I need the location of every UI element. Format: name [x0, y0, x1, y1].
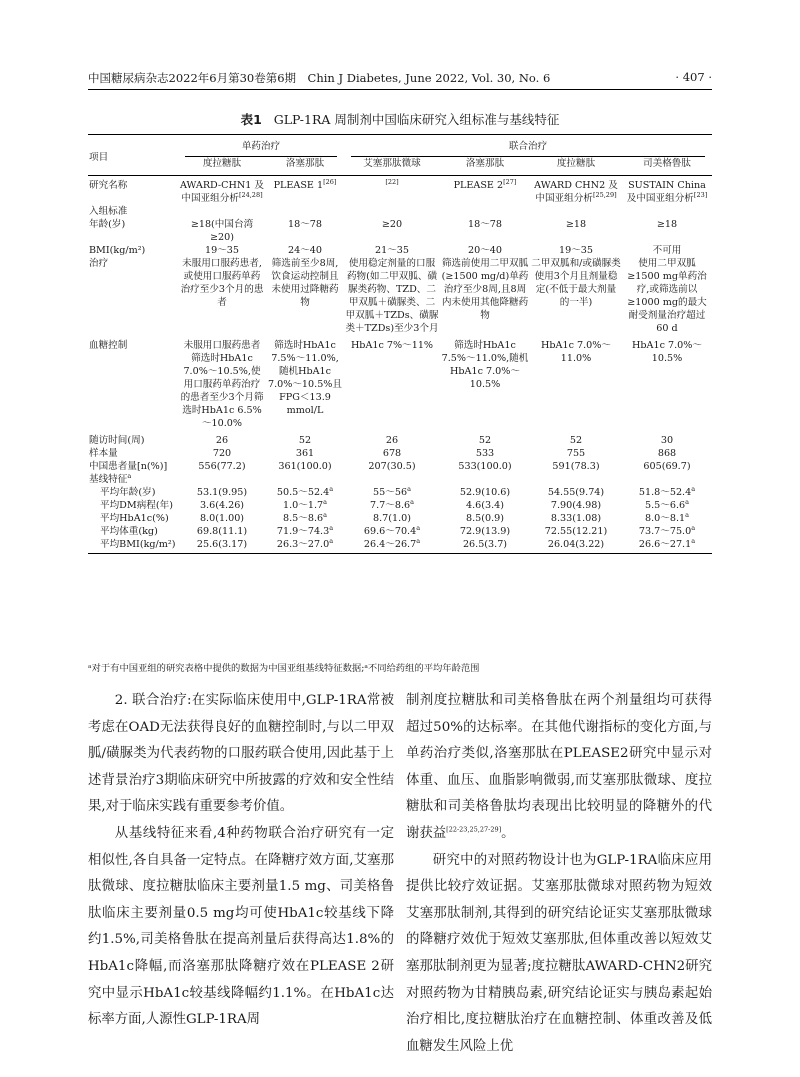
table-cell: 73.7～75.0$^a$ [638, 523, 696, 537]
journal-info: 中国糖尿病杂志2022年6月第30卷第6期 Chin J Diabetes, June 2022, Vol. 30, No. 6 [88, 71, 551, 85]
table-cell: ≥18(中国台湾≥20) [190, 219, 254, 243]
table-cell: 533(100.0) [458, 461, 512, 472]
table-cell: 18～78 [287, 219, 322, 230]
table-cell: 53.1(9.95) [196, 487, 248, 498]
table-cell: 未服用口服药患者筛选时HbA1c 7.0%～10.5%,使用口服药单药治疗的患者至少3个月筛选时HbA1c 6.5%～10.0% [180, 340, 264, 429]
table-row [88, 176, 712, 206]
table-cell: 591(78.3) [552, 461, 600, 472]
table-cell: 3.6(4.26) [199, 500, 245, 511]
table-cell: 筛选时HbA1c 7.5%～11.0%,随机HbA1c 7.0%～10.5%且FPG＜13.9 mmol/L [267, 340, 343, 416]
row-label: 平均年龄(岁) [100, 487, 156, 498]
row-label: 研究名称 [89, 180, 128, 191]
table-label: 表1 [240, 112, 262, 127]
table-cell: 26.6～27.1$^a$ [622, 538, 712, 554]
group-combo: 联合治疗 [351, 140, 705, 157]
table-caption [88, 110, 712, 128]
row-label: 入组标准 [89, 206, 128, 217]
table-row [88, 447, 712, 460]
group-mono: 单药治疗 [185, 140, 337, 157]
table-cell: 20～40 [467, 245, 502, 256]
table-row [88, 499, 712, 512]
table-cell: 51.8～52.4$^a$ [638, 484, 696, 498]
table-cell: 868 [657, 448, 677, 459]
table-cell: 7.7～8.6$^a$ [370, 497, 414, 511]
table-cell: 5.5～6.6$^a$ [645, 497, 689, 511]
table-cell: 71.9～74.3$^a$ [276, 523, 334, 537]
data-table [88, 134, 712, 554]
table-cell: 30 [660, 435, 674, 446]
table-cell: AWARD CHN2 及中国亚组分析[25,29] [534, 180, 618, 204]
table-cell: 26 [385, 435, 399, 446]
body-right-column [406, 688, 712, 1060]
table-cell: 26.4～26.7$^a$ [344, 538, 440, 554]
row-label: 平均体重(kg) [100, 526, 158, 537]
row-label: 基线特征$^a$ [89, 471, 132, 485]
table-row [88, 512, 712, 525]
table-row [88, 525, 712, 538]
table-cell: 720 [212, 448, 232, 459]
table-row [88, 430, 712, 447]
row-label: 随访时间(周) [89, 435, 145, 446]
header-rule [88, 89, 712, 90]
table-cell: 筛选前至少8周,饮食运动控制且未使用过降糖药物 [271, 258, 339, 308]
row-label: 平均BMI(kg/m²) [88, 538, 178, 554]
table-title: GLP-1RA 周制剂中国临床研究入组标准与基线特征 [273, 112, 560, 127]
column-header: 度拉糖肽 [556, 158, 596, 169]
table-cell: HbA1c 7.0%～11.0% [541, 340, 611, 364]
row-label: 平均DM病程(年) [100, 500, 173, 511]
table-cell: [22] [385, 177, 399, 186]
table-cell: 52.9(10.6) [459, 487, 511, 498]
row-label: 平均HbA1c(%) [100, 513, 169, 524]
table-cell: 50.5～52.4$^a$ [276, 484, 334, 498]
running-header [88, 70, 712, 88]
table-cell: 361(100.0) [278, 461, 332, 472]
table-row [88, 257, 712, 335]
table-cell: 69.8(11.1) [196, 526, 248, 537]
table-cell: PLEASE 1[26] [273, 177, 337, 191]
table-cell: 26.04(3.22) [530, 538, 622, 554]
table-cell: 7.90(4.98) [550, 500, 602, 511]
table-row [88, 205, 712, 218]
table-cell: 556(77.2) [198, 461, 246, 472]
table-row [88, 486, 712, 499]
table-cell: 25.6(3.17) [178, 538, 266, 554]
table-cell: 54.55(9.74) [547, 487, 605, 498]
row-label: BMI(kg/m²) [89, 245, 146, 256]
table-cell: 26 [215, 435, 229, 446]
table-row [88, 218, 712, 244]
table-cell: 69.6～70.4$^a$ [363, 523, 421, 537]
table-cell: 8.7(1.0) [372, 513, 411, 524]
table-cell: 24～40 [287, 245, 322, 256]
table-cell: 678 [382, 448, 402, 459]
row-label: 年龄(岁) [89, 219, 126, 230]
table-cell: 533 [475, 448, 495, 459]
column-header: 艾塞那肽微球 [363, 158, 421, 169]
table-cell: HbA1c 7.0%～10.5% [632, 340, 702, 364]
page-number: · 407 · [675, 70, 712, 84]
table-cell: 72.9(13.9) [459, 526, 511, 537]
table-cell: 使用稳定剂量的口服药物(如二甲双胍、磺脲类药物、TZD、二甲双胍＋磺脲类、二甲双胍＋TZDs、磺脲类＋TZDs)至少3个月 [345, 258, 439, 334]
table-cell: 18～78 [467, 219, 502, 230]
table-cell: 361 [295, 448, 315, 459]
table-cell: 21～35 [374, 245, 409, 256]
table-cell: 26.3～27.0$^a$ [266, 538, 344, 554]
table-row [88, 538, 712, 554]
row-label: 治疗 [89, 258, 109, 269]
table-cell: 19～35 [558, 245, 593, 256]
table-cell: 52 [478, 435, 492, 446]
table-cell: 755 [566, 448, 586, 459]
table-cell: 8.33(1.08) [550, 513, 602, 524]
table-cell: 72.55(12.21) [544, 526, 608, 537]
row-label: 血糖控制 [89, 340, 128, 351]
table-cell: AWARD-CHN1 及中国亚组分析[24,28] [179, 180, 265, 204]
table-cell: 605(69.7) [643, 461, 691, 472]
table-cell: 使用二甲双胍≥1500 mg单药治疗,或筛选前以≥1000 mg的最大耐受剂量治疗超过60 d [627, 258, 707, 334]
table-row [88, 244, 712, 257]
table-cell: ≥20 [381, 219, 403, 230]
table-cell: 19～35 [204, 245, 239, 256]
table-cell: 4.6(3.4) [465, 500, 504, 511]
table-cell: ≥18 [565, 219, 587, 230]
table-row [88, 335, 712, 430]
table-cell: 52 [298, 435, 312, 446]
paragraph: 2. 联合治疗:在实际临床使用中,GLP-1RA常被考虑在OAD无法获得良好的血糖控制时,与以二甲双胍/磺脲类为代表药物的口服药联合使用,因此基于上述背景治疗3期临床研究中所披露的疗效和安全性结果,对于临床实践有重要参考价值。 [88, 693, 394, 815]
table-cell: SUSTAIN China 及中国亚组分析[23] [626, 180, 708, 204]
column-header: 洛塞那肽 [285, 158, 325, 169]
table-row [88, 460, 712, 473]
body-left-column [88, 688, 394, 1034]
table-cell: 二甲双胍和/或磺脲类使用3个月且剂量稳定(不低于最大剂量的一半) [531, 258, 621, 308]
paragraph: 从基线特征来看,4种药物联合治疗研究有一定相似性,各自具备一定特点。在降糖疗效方面,艾塞那肽微球、度拉糖肽临床主要剂量1.5 mg、司美格鲁肽临床主要剂量0.5 mg均可使HbA1c较基线下降约1.5%,司美格鲁肽在提高剂量后获得高达1.8%的HbA1c降幅,而洛塞那肽降糖疗效在PLEASE 2研究中显示HbA1c较基线降幅约1.1%。在HbA1c达标率方面,人源性GLP-1RA周 [88, 825, 394, 1028]
table-row [88, 473, 712, 486]
paragraph: 研究中的对照药物设计也为GLP-1RA临床应用提供比较疗效证据。艾塞那肽微球对照药物为短效艾塞那肽制剂,其得到的研究结论证实艾塞那肽微球的降糖疗效优于短效艾塞那肽,但体重改善以短效艾塞那肽制剂更为显著;度拉糖肽AWARD-CHN2研究对照药物为甘精胰岛素,研究结论证实与胰岛素起始治疗相比,度拉糖肽治疗在血糖控制、体重改善及低血糖发生风险上优 [406, 852, 712, 1054]
table-cell: 52 [569, 435, 583, 446]
table-cell: 未服用口服药患者,或使用口服药单药治疗至少3个月的患者 [180, 258, 264, 308]
column-header: 司美格鲁肽 [643, 158, 691, 169]
table-cell: 207(30.5) [368, 461, 416, 472]
paragraph: 制剂度拉糖肽和司美格鲁肽在两个剂量组均可获得超过50%的达标率。在其他代谢指标的变化方面,与单药治疗类似,洛塞那肽在PLEASE2研究中显示对体重、血压、血脂影响微弱,而艾塞那肽微球、度拉糖肽和司美格鲁肽均表现出比较明显的降糖外的代谢获益[22-23,25,27-29]。 [406, 693, 712, 841]
table-cell: 55～56$^a$ [373, 484, 411, 498]
table-cell: ≥18 [656, 219, 678, 230]
table-cell: 8.0(1.00) [199, 513, 245, 524]
table-cell: 不可用 [652, 245, 682, 256]
table-cell: 8.0～8.1$^a$ [645, 510, 689, 524]
table-cell: 筛选时HbA1c 7.5%～11.0%,随机HbA1c 7.0%～10.5% [441, 340, 529, 390]
table-cell: 26.5(3.7) [440, 538, 530, 554]
row-label: 中国患者量[n(%)] [89, 461, 168, 472]
table-cell: 1.0～1.7$^a$ [283, 497, 327, 511]
column-header: 洛塞那肽 [465, 158, 505, 169]
table-cell: 8.5(0.9) [465, 513, 504, 524]
column-header: 度拉糖肽 [202, 158, 242, 169]
header-item: 项目 [88, 135, 178, 176]
table-cell: PLEASE 2[27] [453, 177, 517, 191]
table-footnote: ᵃ对于有中国亚组的研究表格中提供的数据为中国亚组基线特征数据;ᵃ不同给药组的平均年龄范围 [88, 663, 480, 674]
table-cell: HbA1c 7%～11% [350, 340, 434, 351]
table-cell: 8.5～8.6$^a$ [283, 510, 327, 524]
table-cell: 筛选前使用二甲双胍(≥1500 mg/d)单药治疗至少8周,且8周内未使用其他降糖药物 [441, 258, 529, 321]
row-label: 样本量 [89, 448, 118, 459]
